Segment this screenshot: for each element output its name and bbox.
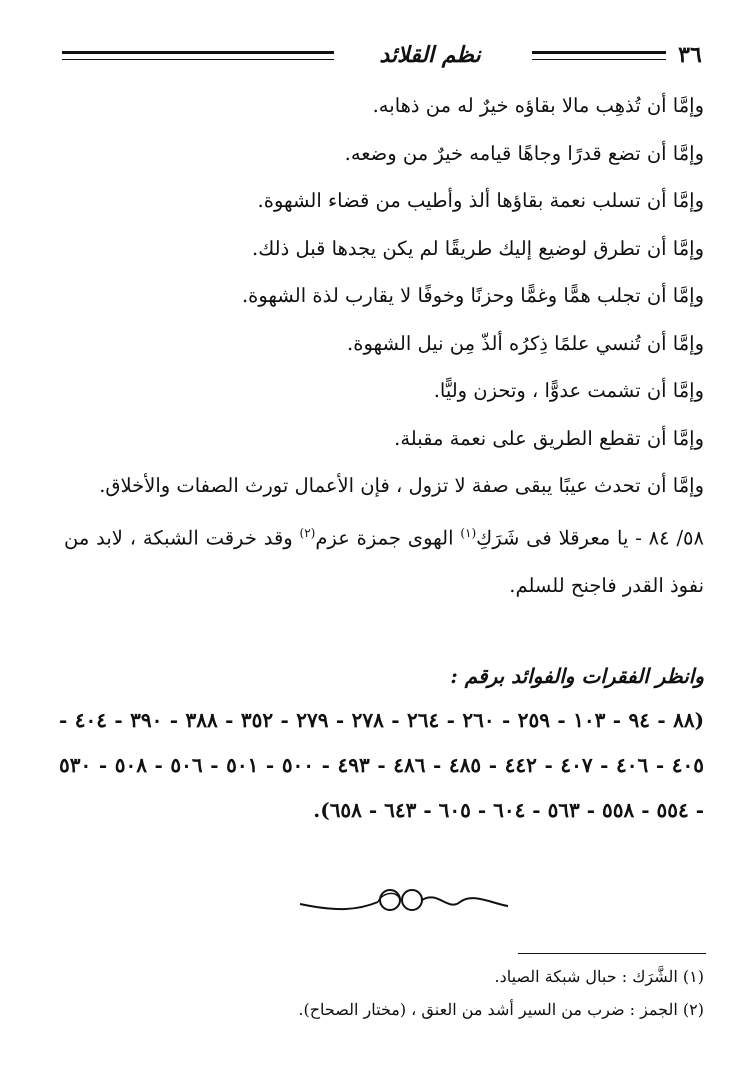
text-line: وإمَّا أن تُذهِب مالا بقاؤه خيرٌ له من ذهابه. [372,94,704,117]
text-line: وإمَّا أن تجلب همًّا وغمًّا وحزنًا وخوفًا لا يقارب لذة الشهوة. [241,284,704,307]
ornament-divider [298,882,510,918]
page-header [62,38,710,74]
header-rule-right [532,51,666,60]
entry-text: يا معرقلا فى شَرَكِ [476,526,629,549]
text-paragraph: وإمَّا أن تحدث عيبًا يبقى صفة لا تزول ، فإن الأعمال تورث الصفات والأخلاق. [99,474,704,497]
entry-text: الهوى جمزة عزم [315,526,461,549]
entry-text: وقد خرقت الشبكة ، لابد من نفوذ القدر فاجنح للسلم. [64,526,704,597]
page-number: ٣٦ [678,42,702,68]
see-also-heading: وانظر الفقرات والفوائد برقم : [450,664,704,688]
text-line: وإمَّا أن تسلب نعمة بقاؤها ألذ وأطيب من قضاء الشهوة. [257,189,704,212]
entry-number: ٥٨/ ٨٤ - [628,526,704,549]
reference-numbers: (٨٨ - ٩٤ - ١٠٣ - ٢٥٩ - ٢٦٠ - ٢٦٤ - ٢٧٨ - ٢٧٩ - ٣٥٢ - ٣٨٨ - ٣٩٠ - ٤٠٤ - ٤٠٥ - ٤٠٦ - ٤٠٧ - ٤٤٢ - ٤٨٥ - ٤٨٦ - ٤٩٣ - ٥٠٠ - ٥٠١ - ٥٠٦ - ٥٠٨ - ٥٣٠ - ٥٥٤ - ٥٥٨ - ٥٦٣ - ٦٠٤ - ٦٠٥ - ٦٤٣ - ٦٥٨). [59,708,705,822]
footnote-separator [518,953,706,954]
footnote-marker-1: (١) [460,525,477,540]
header-rule-left [62,51,334,60]
footnote-marker-2: (٢) [299,525,316,540]
footnotes [64,960,704,1026]
main-text [64,82,704,609]
text-line: وإمَّا أن تضع قدرًا وجاهًا قيامه خيرٌ من وضعه. [344,141,704,165]
running-title: نظم القلائد [379,42,481,68]
text-line: وإمَّا أن تقطع الطريق على نعمة مقبلة. [394,426,704,450]
numbered-entry [64,510,704,610]
text-line: وإمَّا أن تشمت عدوًّا ، وتحزن وليًّا. [433,379,704,402]
text-line: وإمَّا أن تُنسي علمًا ذِكرُه ألذّ مِن نيل الشهوة. [347,331,704,355]
footnote-1: (١) الشَّرَك : حبال شبكة الصياد. [494,967,704,986]
text-line: وإمَّا أن تطرق لوضيع إليك طريقًا لم يكن يجدها قبل ذلك. [252,236,704,260]
footnote-2: (٢) الجمز : ضرب من السير أشد من العنق ، (مختار الصحاح). [298,1000,704,1019]
